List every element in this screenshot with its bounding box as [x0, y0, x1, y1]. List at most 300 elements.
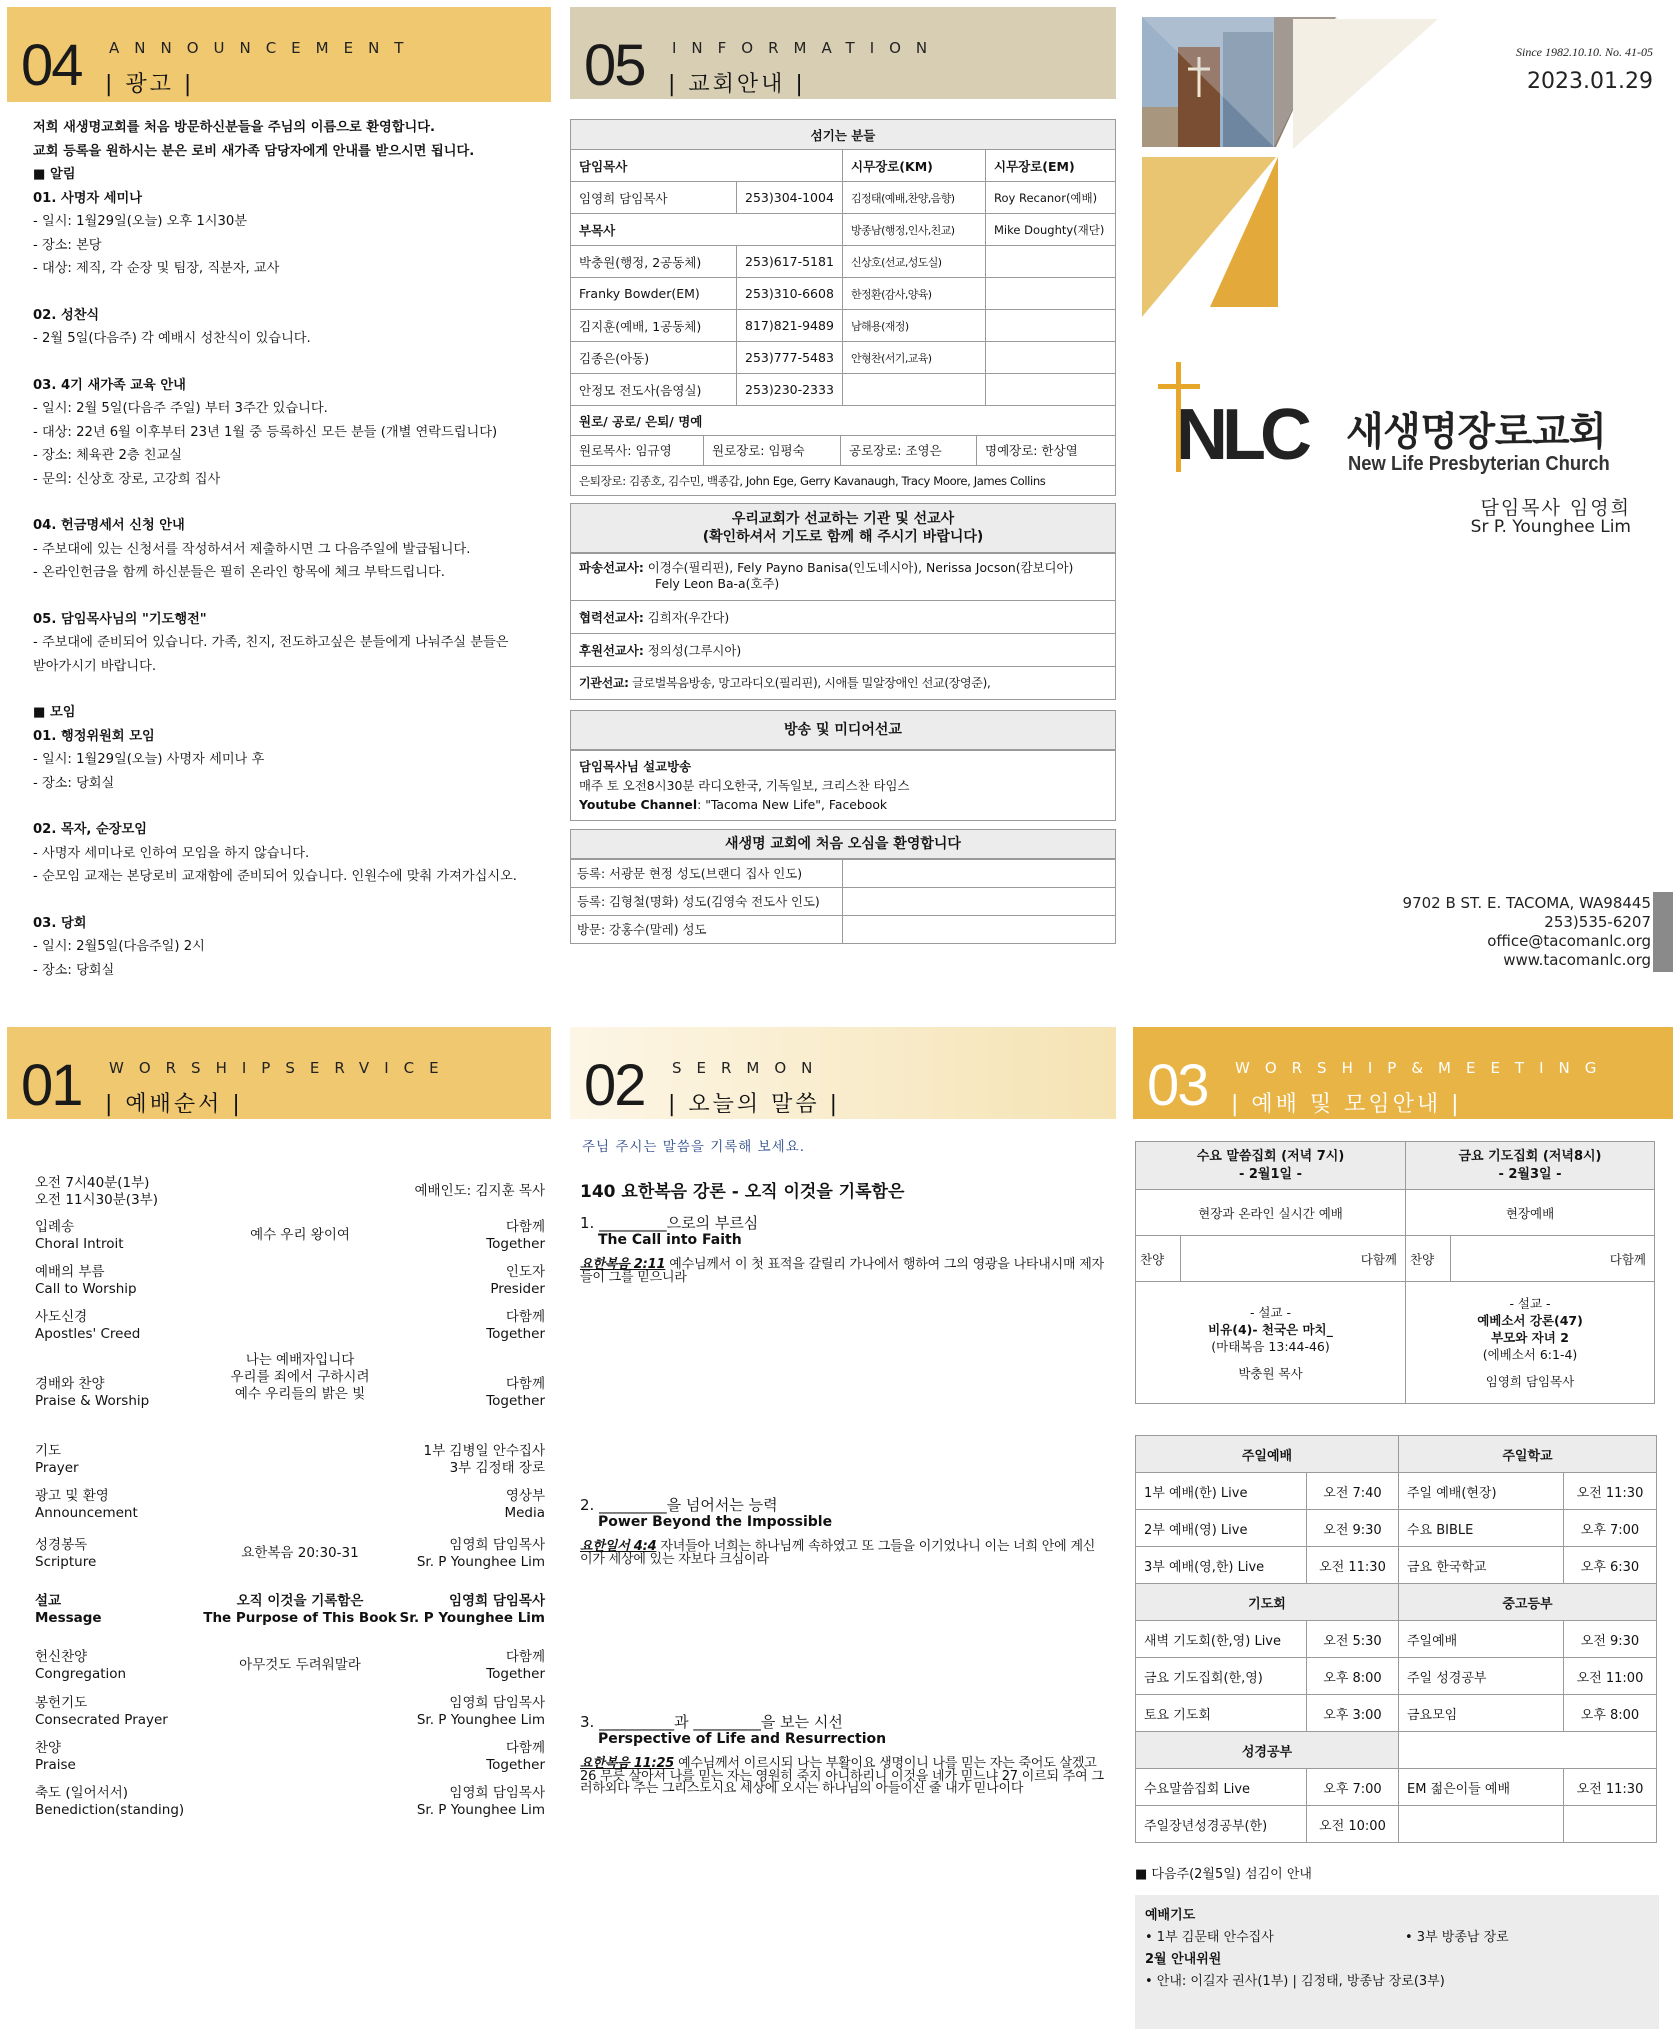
- schedule-item: 주일예배: [1399, 1621, 1564, 1658]
- announcement-line: - 일시: 1월29일(오늘) 사명자 세미나 후: [33, 752, 265, 767]
- announcement-line: - 온라인헌금을 함께 하신분들은 필히 온라인 항목에 체크 부탁드립니다.: [33, 565, 445, 580]
- item-leader-en: Sr. P Younghee Lim: [416, 1802, 545, 1818]
- point-title-en: Perspective of Life and Resurrection: [598, 1731, 887, 1747]
- announcement-panel: [7, 7, 551, 1007]
- pastor-en: Sr P. Younghee Lim: [1470, 517, 1631, 537]
- schedule-time: [1564, 1806, 1657, 1843]
- item-leader: 다함께: [505, 1309, 545, 1325]
- point-blank: _________을 넘어서는 능력: [599, 1496, 778, 1514]
- elder-km: 김정태(예배,찬양,음향): [843, 182, 986, 214]
- item-leader-en: Presider: [490, 1281, 545, 1297]
- announcement-header: [7, 7, 551, 102]
- announcement-line: - 주보대에 있는 신청서를 작성하셔서 제출하시면 그 다음주일에 발급됩니다.: [33, 541, 471, 557]
- item-en: Praise: [35, 1757, 76, 1773]
- item-leader: 다함께: [505, 1376, 545, 1392]
- welcome-box: [570, 829, 1116, 944]
- announcement-body: [7, 102, 551, 982]
- item-en: Praise & Worship: [35, 1393, 150, 1409]
- point-verse: 예수님께서 이 첫 표적을 갈릴리 가나에서 행하여 그의 영광을 나타내시매 제자들이 그를 믿으니라: [580, 1257, 1105, 1285]
- spacer: [33, 491, 525, 514]
- fri-sermon-line: [1414, 1363, 1646, 1373]
- sermon-panel: [570, 1027, 1116, 2037]
- elder-em: Mike Doughty(재단): [986, 214, 1116, 246]
- item-leader: 다함께: [505, 1219, 545, 1235]
- prayer-heading: 예배기도: [1145, 1908, 1196, 1923]
- mission-org: [571, 666, 1115, 699]
- item-ko: 오전 7시40분(1부): [35, 1175, 150, 1191]
- fri-praise-label: 찬양: [1406, 1236, 1451, 1282]
- schedule-item: 금요모임: [1399, 1695, 1564, 1732]
- schedule-time: 오전 5:30: [1307, 1621, 1399, 1658]
- announcement-line: - 장소: 당회실: [33, 775, 115, 791]
- point-verse: 예수님께서 이르시되 나는 부활이요 생명이니 나를 믿는 자는 죽어도 살겠고 26 무릇 살아서 나를 믿는 자는 영원히 죽지 아니하리니 이것을 네가 믿느냐 27 이르되 주여 그러하외다 주는 그리스도시요 세상에 오시는 하나님의 아들이신 줄 내가 믿나이다: [580, 1756, 1104, 1796]
- section-number: 05: [584, 33, 645, 98]
- schedule-item: 금요 한국학교: [1399, 1547, 1564, 1584]
- fri-sermon-line: 임영희 담임목사: [1485, 1374, 1575, 1389]
- schedule-row: [1136, 1732, 1657, 1769]
- value: 글로벌복음방송, 망고라디오(필리핀), 시애틀 밀알장애인 선교(장영준),: [628, 676, 991, 690]
- section-title-ko: | 예배 및 모임안내 |: [1231, 1087, 1462, 1118]
- welcome-text: 등록: 서광문 현정 성도(브랜디 집사 인도): [571, 860, 843, 887]
- announcement-line: 02. 성찬식: [33, 307, 100, 323]
- worship-service-panel: [7, 1027, 551, 2037]
- item-content: 요한복음 20:30-31: [241, 1545, 359, 1561]
- logo-mark: NLC: [1176, 395, 1306, 475]
- assoc-name: 김지훈(예배, 1공동체): [571, 310, 737, 342]
- fri-header-date: - 2월3일 -: [1498, 1166, 1562, 1182]
- elder-km: 방종남(행정,인사,친교): [843, 214, 986, 246]
- section-title-ko: | 광고 |: [105, 67, 194, 98]
- item-ko: 경배와 찬양: [35, 1376, 105, 1392]
- section-title-en: WORSHIP&MEETING: [1235, 1059, 1612, 1077]
- media-box: [570, 710, 1116, 821]
- elder-item: 공로장로: 조영은: [841, 436, 977, 465]
- value: 김희자(우간다): [643, 610, 730, 625]
- address-line: www.tacomanlc.org: [1503, 951, 1651, 969]
- schedule-item: 금요 기도집회(한,영): [1136, 1658, 1307, 1695]
- spacer: [33, 351, 525, 374]
- wed-mode: 현장과 온라인 실시간 예배: [1136, 1190, 1406, 1236]
- item-content: 나는 예배자입니다 우리를 죄에서 구하시려 예수 우리들의 밝은 빛: [230, 1352, 370, 1402]
- youtube-value: : "Tacoma New Life", Facebook: [697, 797, 888, 812]
- schedule-row: [1136, 1621, 1657, 1658]
- schedule-item: 수요 BIBLE: [1399, 1510, 1564, 1547]
- announcement-line: 05. 담임목사님의 "기도행전": [33, 611, 207, 627]
- worship-meeting-panel: [1133, 1027, 1673, 2037]
- wed-praise-label: 찬양: [1136, 1236, 1181, 1282]
- elder-em: Roy Recanor(예배): [986, 182, 1116, 214]
- schedule-time: 오전 11:30: [1307, 1547, 1399, 1584]
- label: 협력선교사:: [579, 610, 644, 625]
- cover-panel: [1128, 7, 1673, 1007]
- sermon-title: 140 요한복음 강론 - 오직 이것을 기록함은: [580, 1182, 905, 1202]
- fri-sermon-line: 예베소서 강론(47): [1477, 1313, 1583, 1328]
- empty-cell: [986, 310, 1116, 342]
- section-number: 01: [21, 1053, 82, 1118]
- assoc-km: 안형찬(서기,교육): [843, 342, 986, 374]
- schedule-item: 수요말씀집회 Live: [1136, 1769, 1307, 1806]
- schedule-time: 오후 7:00: [1564, 1510, 1657, 1547]
- fri-header: [1406, 1142, 1655, 1190]
- media-line1: 담임목사님 설교방송: [579, 759, 692, 774]
- item-en: 오전 11시30분(3부): [35, 1192, 158, 1208]
- address-line: office@tacomanlc.org: [1487, 932, 1651, 950]
- worship-order: [35, 1175, 545, 1995]
- announcement-line: - 순모임 교재는 본당로비 교재함에 준비되어 있습니다. 인원수에 맞춰 가져가십시오.: [33, 869, 517, 884]
- assoc-km: 신상호(선교,성도실): [843, 246, 986, 278]
- section-title-ko: | 교회안내 |: [668, 67, 806, 98]
- wed-sermon-line: [1144, 1355, 1397, 1365]
- wed-sermon-line: 비유(4)- 천국은 마치_: [1208, 1321, 1333, 1337]
- section-title-en: SERMON: [672, 1059, 828, 1077]
- item-en: Call to Worship: [35, 1281, 137, 1297]
- schedule-time: 오전 10:00: [1307, 1806, 1399, 1843]
- staff-title: 섬기는 분들: [571, 120, 1116, 150]
- point-number: 2.: [580, 1496, 595, 1514]
- announcement-line: - 장소: 당회실: [33, 962, 115, 978]
- senior-pastor-phone: 253)304-1004: [737, 182, 843, 214]
- fri-sermon-line: - 설교 -: [1509, 1296, 1551, 1311]
- announcement-line: 교회 등록을 원하시는 분은 로비 새가족 담당자에게 안내를 받으시면 됩니다.: [33, 143, 475, 159]
- announcement-line: - 대상: 22년 6월 이후부터 23년 1월 중 등록하신 모든 분들 (개별 연락드립니다): [33, 424, 498, 440]
- assoc-phone: 817)821-9489: [737, 310, 843, 342]
- item-leader-en: Sr. P Younghee Lim: [399, 1610, 545, 1626]
- announcement-line: ■ 알림: [33, 167, 76, 182]
- point-reference: 요한복음 2:11: [580, 1257, 666, 1272]
- mission-title: [571, 504, 1115, 553]
- item-ko: 예배의 부름: [35, 1264, 105, 1280]
- announcement-line: - 장소: 본당: [33, 237, 102, 253]
- church-name-en: New Life Presbyterian Church: [1348, 453, 1610, 475]
- empty-cell: [986, 374, 1116, 406]
- item-leader-en: Media: [504, 1505, 545, 1521]
- information-panel: [570, 7, 1116, 1007]
- item-en: Announcement: [35, 1505, 138, 1521]
- youtube-label: Youtube Channel: [579, 797, 698, 812]
- spacer: [33, 795, 525, 818]
- item-leader: 임영희 담임목사: [449, 1593, 545, 1609]
- item-ko: 광고 및 환영: [35, 1488, 109, 1504]
- section-title-ko: | 오늘의 말씀 |: [668, 1087, 840, 1118]
- item-leader: 다함께: [505, 1649, 545, 1665]
- section-title-en: INFORMATION: [672, 39, 943, 57]
- announcement-line: 받아가시기 바랍니다.: [33, 658, 157, 674]
- item-leader-en: Sr. P Younghee Lim: [416, 1712, 545, 1728]
- announcement-line: - 일시: 2월5일(다음주일) 2시: [33, 939, 205, 954]
- sermon-point: [580, 1497, 1105, 1566]
- schedule-time: 오전 9:30: [1307, 1510, 1399, 1547]
- media-title: 방송 및 미디어선교: [571, 711, 1115, 750]
- announcement-line: 저희 새생명교회를 처음 방문하신분들을 주님의 이름으로 환영합니다.: [33, 120, 435, 135]
- midweek-table: [1135, 1141, 1655, 1404]
- fri-sermon: [1406, 1282, 1655, 1404]
- welcome-row: [571, 915, 1115, 943]
- section-title-en: WORSHIPSERVICE: [109, 1059, 454, 1077]
- point-blank: _________으로의 부르심: [599, 1214, 759, 1232]
- media-body: [571, 750, 1115, 820]
- item-leader-en: 예배인도: 김지훈 목사: [414, 1183, 545, 1199]
- section-number: 02: [584, 1053, 645, 1118]
- welcome-row: [571, 859, 1115, 887]
- address-line: 253)535-6207: [1544, 913, 1651, 931]
- announcement-line: - 주보대에 준비되어 있습니다. 가족, 친지, 전도하고싶은 분들에게 나눠주실 분들은: [33, 635, 509, 650]
- prayer-1: • 1부 김문태 안수집사: [1145, 1930, 1274, 1945]
- label: 파송선교사:: [579, 560, 644, 575]
- wed-praise-value: 다함께: [1181, 1236, 1406, 1282]
- item-leader: 1부 김병일 안수집사: [423, 1443, 545, 1459]
- schedule-group-header: 중고등부: [1399, 1584, 1657, 1621]
- item-ko: 헌신찬양: [35, 1649, 88, 1665]
- empty-cell: [986, 278, 1116, 310]
- item-leader: 임영희 담임목사: [449, 1695, 545, 1711]
- church-address: [1403, 894, 1651, 970]
- assoc-name: 김종은(아동): [571, 342, 737, 374]
- announcement-line: - 사명자 세미나로 인하여 모임을 하지 않습니다.: [33, 845, 310, 861]
- schedule-time: 오전 7:40: [1307, 1473, 1399, 1510]
- worship-meeting-header: [1133, 1027, 1673, 1119]
- assoc-pastor-row: [571, 246, 1116, 278]
- announcement-line: - 일시: 2월 5일(다음주 주일) 부터 3주간 있습니다.: [33, 401, 328, 416]
- schedule-time: 오전 11:00: [1564, 1658, 1657, 1695]
- km-elder-header: 시무장로(KM): [843, 150, 986, 182]
- bulletin-date: 2023.01.29: [1527, 69, 1653, 94]
- assoc-name: 박충원(행정, 2공동체): [571, 246, 737, 278]
- schedule-item: 토요 기도회: [1136, 1695, 1307, 1732]
- assoc-km: 한정환(감사,양육): [843, 278, 986, 310]
- mission-coop: [571, 600, 1115, 633]
- prayer-3: • 3부 방종남 장로: [1405, 1930, 1509, 1945]
- label: 기관선교:: [579, 676, 629, 690]
- mission-support: [571, 633, 1115, 666]
- schedule-row: [1136, 1547, 1657, 1584]
- value: 이경수(필리핀), Fely Payno Banisa(인도네시아), Nerissa Jocson(캄보디아): [643, 560, 1074, 575]
- wed-header-title: 수요 말씀집회 (저녁 7시): [1196, 1148, 1345, 1164]
- announcement-line: 02. 목자, 순장모임: [33, 822, 147, 837]
- schedule-group-header: 성경공부: [1136, 1732, 1399, 1769]
- mission-title-line2: (확인하셔서 기도로 함께 해 주시기 바랍니다): [702, 529, 984, 545]
- welcome-title: 새생명 교회에 처음 오심을 환영합니다: [571, 830, 1115, 859]
- schedule-table: [1135, 1435, 1657, 1843]
- schedule-row: [1136, 1436, 1657, 1473]
- wed-sermon-line: - 설교 -: [1249, 1304, 1292, 1320]
- point-reference: 요한일서 4:4: [580, 1539, 657, 1554]
- item-leader-en: Sr. P Younghee Lim: [416, 1554, 545, 1570]
- item-leader: 인도자: [505, 1264, 545, 1280]
- section-title-en: ANNOUNCEMENT: [109, 39, 419, 57]
- schedule-item: 주일장년성경공부(한): [1136, 1806, 1307, 1843]
- welcome-row: [571, 887, 1115, 915]
- item-en: Choral Introit: [35, 1236, 124, 1252]
- pastor-ko: 담임목사 임영희: [1480, 497, 1631, 519]
- assoc-km: [843, 374, 986, 406]
- schedule-row: [1136, 1473, 1657, 1510]
- elder-item: 원로목사: 임규영: [571, 436, 704, 465]
- announcement-line: 03. 당회: [33, 915, 87, 931]
- since-issue: Since 1982.10.10. No. 41-05: [1516, 45, 1653, 59]
- elders-header: 원로/ 공로/ 은퇴/ 명예: [571, 406, 1116, 436]
- item-ko: 입례송: [35, 1219, 75, 1235]
- item-leader-en: Together: [486, 1666, 545, 1682]
- guide-heading: 2월 안내위원: [1145, 1952, 1222, 1967]
- spacer: [33, 678, 525, 701]
- announcement-line: - 문의: 신상호 장로, 고강희 집사: [33, 471, 221, 487]
- item-en: Prayer: [35, 1460, 79, 1476]
- empty-cell: [986, 342, 1116, 374]
- elders-row: [571, 436, 1115, 465]
- schedule-item: 2부 예배(영) Live: [1136, 1510, 1307, 1547]
- fri-sermon-line: (에베소서 6:1-4): [1482, 1347, 1578, 1362]
- sermon-hint: 주님 주시는 말씀을 기록해 보세요.: [582, 1139, 806, 1155]
- elder-item: 원로장로: 임평숙: [704, 436, 841, 465]
- schedule-item: 주일 성경공부: [1399, 1658, 1564, 1695]
- item-ko: 사도신경: [35, 1309, 88, 1325]
- assoc-pastor-header: 부목사: [571, 214, 843, 246]
- item-ko: 봉헌기도: [35, 1695, 88, 1711]
- item-ko: 설교: [35, 1593, 62, 1609]
- schedule-group-header: 주일예배: [1136, 1436, 1399, 1473]
- information-header: [570, 7, 1116, 99]
- wed-header-date: - 2월1일 -: [1238, 1166, 1303, 1182]
- item-content: 예수 우리 왕이여: [250, 1227, 350, 1243]
- item-en: Message: [35, 1610, 102, 1626]
- schedule-group-header: 기도회: [1136, 1584, 1399, 1621]
- item-ko: 기도: [35, 1443, 62, 1459]
- sermon-point: [580, 1714, 1105, 1796]
- schedule-time: 오후 3:00: [1307, 1695, 1399, 1732]
- point-blank: __________과 _________을 보는 시선: [599, 1713, 843, 1731]
- empty-cell: [986, 246, 1116, 278]
- point-title-en: The Call into Faith: [598, 1232, 742, 1248]
- assoc-phone: 253)310-6608: [737, 278, 843, 310]
- next-week-box: [1135, 1895, 1659, 2029]
- item-content: 오직 이것을 기록함은 The Purpose of This Book: [203, 1593, 397, 1626]
- item-en: Benediction(standing): [35, 1802, 185, 1818]
- mission-box: [570, 503, 1116, 700]
- sermon-point: [580, 1215, 1105, 1284]
- schedule-row: [1136, 1584, 1657, 1621]
- schedule-group-header: 주일학교: [1399, 1436, 1657, 1473]
- schedule-item: [1399, 1806, 1564, 1843]
- announcement-line: 01. 행정위원회 모임: [33, 728, 155, 744]
- item-leader: 임영희 담임목사: [449, 1785, 545, 1801]
- schedule-time: 오전 11:30: [1564, 1769, 1657, 1806]
- media-line2: 매주 토 오전8시30분 라디오한국, 기독일보, 크리스찬 타임스: [579, 778, 910, 793]
- point-title-en: Power Beyond the Impossible: [598, 1514, 833, 1530]
- item-en: Consecrated Prayer: [35, 1712, 168, 1728]
- senior-pastor-header: 담임목사: [571, 150, 843, 182]
- announcement-line: - 대상: 제직, 각 순장 및 팀장, 직분자, 교사: [33, 261, 280, 276]
- schedule-item: 1부 예배(한) Live: [1136, 1473, 1307, 1510]
- schedule-item: 3부 예배(영,한) Live: [1136, 1547, 1307, 1584]
- announcement-line: 01. 사명자 세미나: [33, 190, 142, 206]
- item-leader: 임영희 담임목사: [449, 1537, 545, 1553]
- item-leader-en: Together: [486, 1326, 545, 1342]
- section-number: 04: [21, 33, 82, 98]
- schedule-time: 오전 9:30: [1564, 1621, 1657, 1658]
- worship-service-header: [7, 1027, 551, 1119]
- schedule-item: 주일 예배(현장): [1399, 1473, 1564, 1510]
- fri-praise-value: 다함께: [1451, 1236, 1655, 1282]
- guide-line: • 안내: 이길자 권사(1부) | 김정태, 방종남 장로(3부): [1145, 1974, 1445, 1989]
- fri-sermon-line: 부모와 자녀 2: [1491, 1330, 1569, 1345]
- point-number: 3.: [580, 1713, 595, 1731]
- section-title-ko: | 예배순서 |: [105, 1087, 243, 1118]
- wed-header: [1136, 1142, 1406, 1190]
- fri-mode: 현장예배: [1406, 1190, 1655, 1236]
- church-name-ko: 새생명장로교회: [1346, 410, 1607, 455]
- schedule-time: 오후 8:00: [1307, 1658, 1399, 1695]
- next-week-label: ■ 다음주(2월5일) 섬김이 안내: [1135, 1867, 1312, 1882]
- assoc-phone: 253)777-5483: [737, 342, 843, 374]
- sermon-header: [570, 1027, 1116, 1119]
- retired-elders: 은퇴장로: 김종호, 김수민, 백종갑, John Ege, Gerry Kavanaugh, Tracy Moore, James Collins: [571, 466, 1116, 496]
- assoc-phone: 253)617-5181: [737, 246, 843, 278]
- schedule-row: [1136, 1510, 1657, 1547]
- schedule-row: [1136, 1658, 1657, 1695]
- schedule-time: 오후 6:30: [1564, 1547, 1657, 1584]
- label: 후원선교사:: [579, 643, 644, 658]
- spacer: [33, 585, 525, 608]
- value: Fely Leon Ba-a(호주): [655, 576, 780, 591]
- item-en: Congregation: [35, 1666, 127, 1682]
- mission-title-line1: 우리교회가 선교하는 기관 및 선교사: [731, 511, 955, 527]
- announcement-line: - 일시: 1월29일(오늘) 오후 1시30분: [33, 214, 247, 229]
- point-verse: 자녀들아 너희는 하나님께 속하였고 또 그들을 이기었나니 이는 너희 안에 계신 이가 세상에 있는 자보다 크심이라: [580, 1539, 1096, 1567]
- item-leader-en: Together: [486, 1757, 545, 1773]
- schedule-item: 새벽 기도회(한,영) Live: [1136, 1621, 1307, 1658]
- item-ko: 축도 (일어서서): [35, 1785, 129, 1801]
- schedule-row: [1136, 1806, 1657, 1843]
- item-en: Apostles' Creed: [35, 1326, 141, 1342]
- wed-sermon-line: 박충원 목사: [1238, 1365, 1303, 1381]
- welcome-text: 방문: 강홍수(말레) 성도: [571, 916, 843, 943]
- assoc-name: 안정모 전도사(음영실): [571, 374, 737, 406]
- schedule-time: 오후 7:00: [1307, 1769, 1399, 1806]
- announcement-line: - 장소: 체육관 2층 친교실: [33, 448, 183, 463]
- wed-sermon: [1136, 1282, 1406, 1404]
- point-reference: 요한복음 11:25: [580, 1756, 675, 1771]
- wed-sermon-line: (마태복음 13:44-46): [1211, 1338, 1330, 1354]
- announcement-line: - 2월 5일(다음주) 각 예배시 성찬식이 있습니다.: [33, 331, 311, 346]
- schedule-time: 오전 11:30: [1564, 1473, 1657, 1510]
- item-leader-en: 3부 김정태 장로: [449, 1460, 545, 1476]
- item-content: 아무것도 두려워말라: [239, 1657, 361, 1673]
- schedule-row: [1136, 1769, 1657, 1806]
- point-number: 1.: [580, 1214, 595, 1232]
- item-ko: 찬양: [35, 1740, 62, 1756]
- empty-cell: [1399, 1732, 1657, 1769]
- gray-bar: [1653, 892, 1673, 972]
- senior-pastor-name: 임영희 담임목사: [571, 182, 737, 214]
- item-leader: 영상부: [505, 1488, 545, 1504]
- assoc-pastor-row: [571, 342, 1116, 374]
- value: 정의성(그루시아): [643, 643, 742, 658]
- announcement-line: ■ 모임: [33, 705, 76, 720]
- item-ko: 성경봉독: [35, 1537, 88, 1553]
- announcement-line: 03. 4기 새가족 교육 안내: [33, 377, 186, 393]
- address-line: 9702 B ST. E. TACOMA, WA98445: [1402, 894, 1651, 912]
- item-leader-en: Together: [486, 1236, 545, 1252]
- assoc-pastor-row: [571, 374, 1116, 406]
- em-elder-header: 시무장로(EM): [986, 150, 1116, 182]
- elder-item: 명예장로: 한상열: [985, 443, 1078, 458]
- welcome-text: 등록: 김형철(명화) 성도(김영숙 전도사 인도): [571, 888, 843, 915]
- schedule-time: 오후 8:00: [1564, 1695, 1657, 1732]
- item-en: Scripture: [35, 1554, 97, 1570]
- assoc-pastor-row: [571, 310, 1116, 342]
- fri-header-title: 금요 기도집회 (저녁8시): [1458, 1148, 1602, 1164]
- announcement-line: 04. 헌금명세서 신청 안내: [33, 518, 185, 533]
